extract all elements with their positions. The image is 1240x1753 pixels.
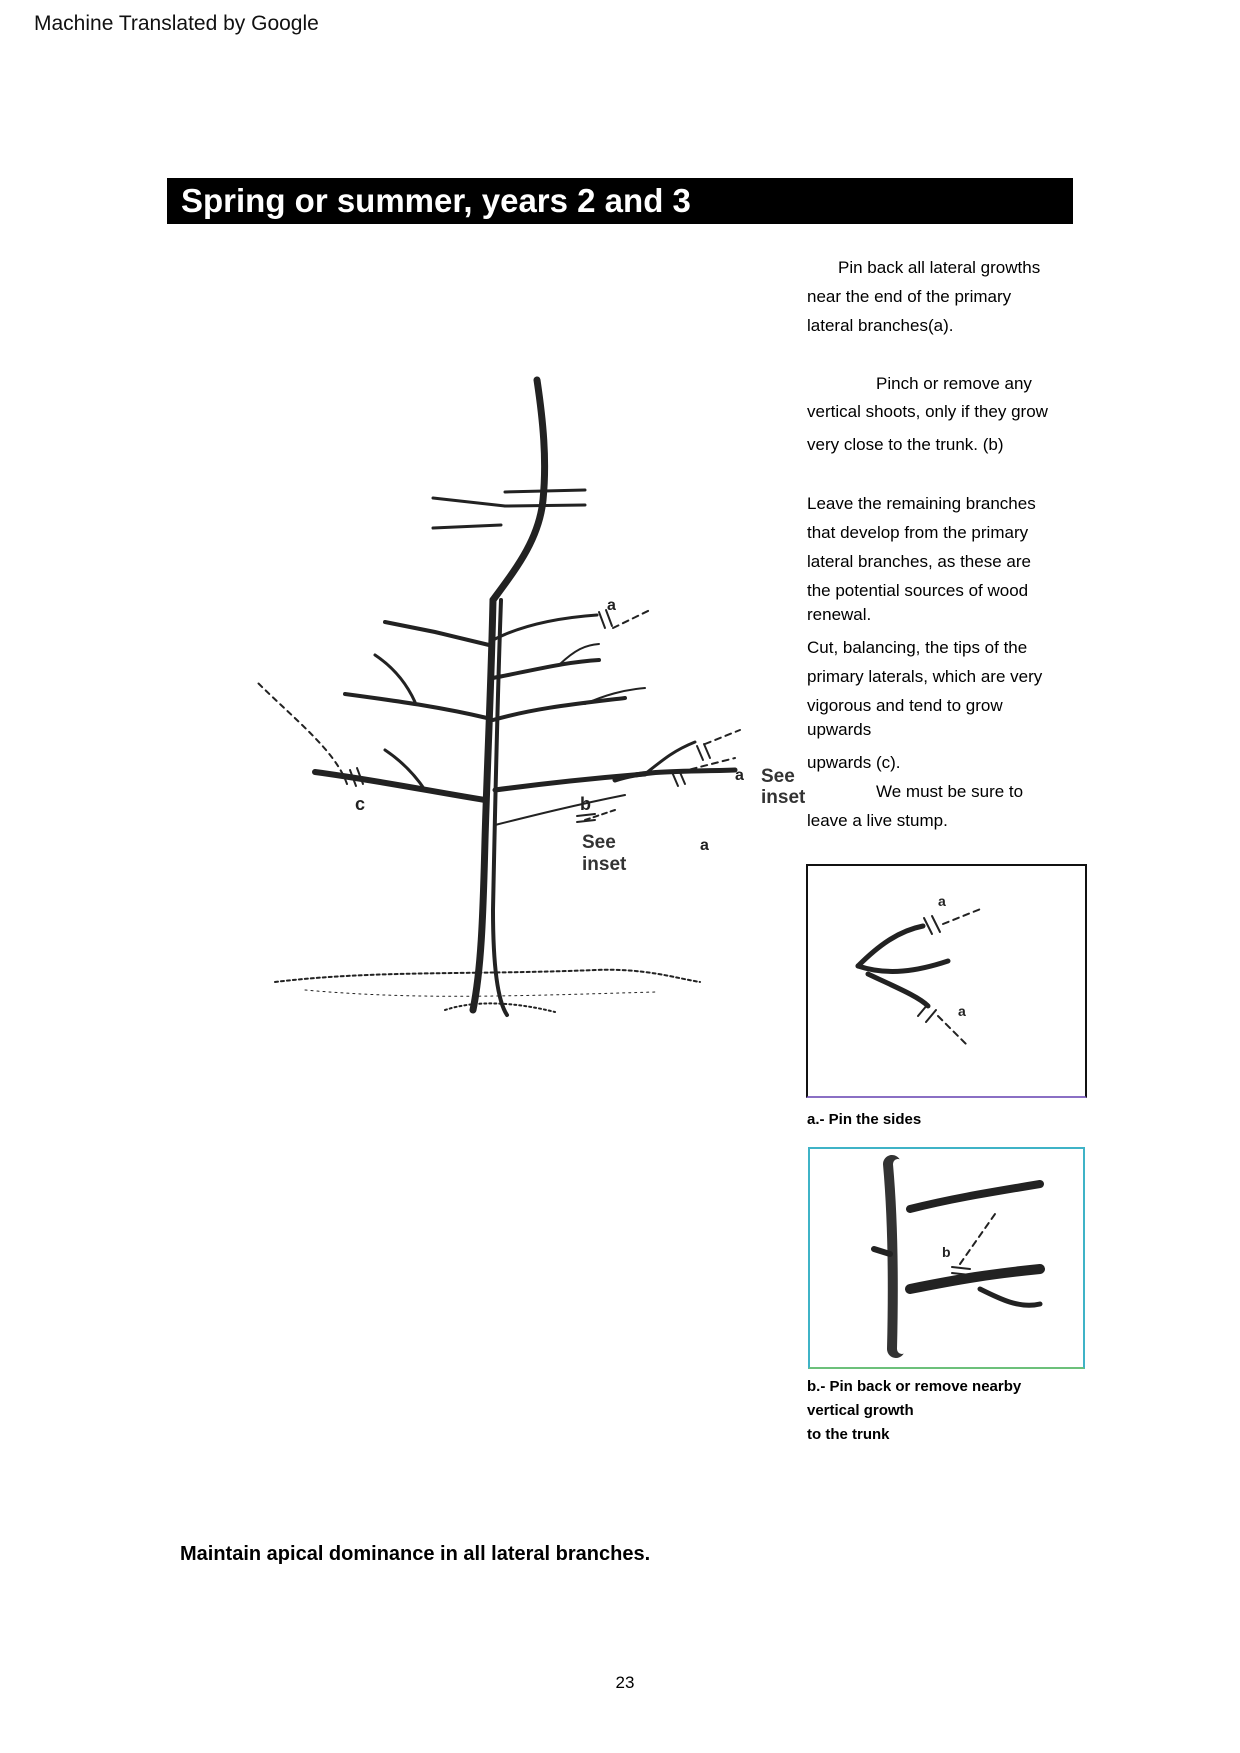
instruction-line: upwards [807, 720, 872, 739]
instruction-line: leave a live stump. [807, 811, 948, 830]
inset-a-label-bottom: a [958, 1003, 966, 1019]
instruction-line: vigorous and tend to grow [807, 696, 1003, 715]
inset-b-caption-line: vertical growth [807, 1402, 914, 1419]
inset-b-caption-line: b.- Pin back or remove nearby [807, 1378, 1022, 1395]
instruction-line: We must be sure to [876, 782, 1024, 801]
label-a-lower: a [700, 837, 709, 854]
label-a-right: a [735, 767, 744, 784]
inset-b-caption-line: to the trunk [807, 1426, 890, 1443]
inset-a-label-top: a [938, 893, 946, 909]
instruction-line: primary laterals, which are very [807, 667, 1043, 686]
see-inset-label-lower: See [582, 832, 616, 853]
page-number: 23 [615, 1673, 635, 1692]
inset-a-illustration [808, 866, 1085, 1096]
inset-b-label: b [942, 1244, 951, 1260]
instruction-line: near the end of the primary [807, 287, 1012, 306]
instruction-line: very close to the trunk. (b) [807, 435, 1004, 454]
instruction-line: vertical shoots, only if they grow [807, 402, 1048, 421]
instruction-line: Pin back all lateral growths [838, 258, 1041, 277]
tree-pruning-illustration [175, 310, 805, 1095]
instruction-line: lateral branches, as these are [807, 552, 1031, 571]
instruction-line: Cut, balancing, the tips of the [807, 638, 1028, 657]
instruction-line: the potential sources of wood [807, 581, 1029, 600]
inset-a-caption: a.- Pin the sides [807, 1111, 922, 1128]
instruction-line: Leave the remaining branches [807, 494, 1036, 513]
machine-translation-header: Machine Translated by Google [34, 12, 319, 35]
inset-pin-sides [806, 864, 1087, 1098]
summary-note: Maintain apical dominance in all lateral branches. [180, 1543, 651, 1565]
label-c: c [355, 794, 366, 814]
instruction-line: that develop from the primary [807, 523, 1029, 542]
instruction-line: lateral branches(a). [807, 316, 954, 335]
instruction-line: Pinch or remove any [876, 374, 1032, 393]
section-title: Spring or summer, years 2 and 3 [167, 178, 1073, 224]
label-b: b [580, 794, 591, 814]
inset-remove-vertical [808, 1147, 1085, 1369]
see-inset-label-right-2: inset [761, 787, 805, 808]
inset-b-illustration [810, 1149, 1083, 1367]
label-a-upper: a [607, 597, 616, 614]
instruction-line: renewal. [807, 605, 872, 624]
instruction-line: upwards (c). [807, 753, 901, 772]
see-inset-label-lower-2: inset [582, 854, 627, 875]
see-inset-label-right: See [761, 766, 795, 787]
